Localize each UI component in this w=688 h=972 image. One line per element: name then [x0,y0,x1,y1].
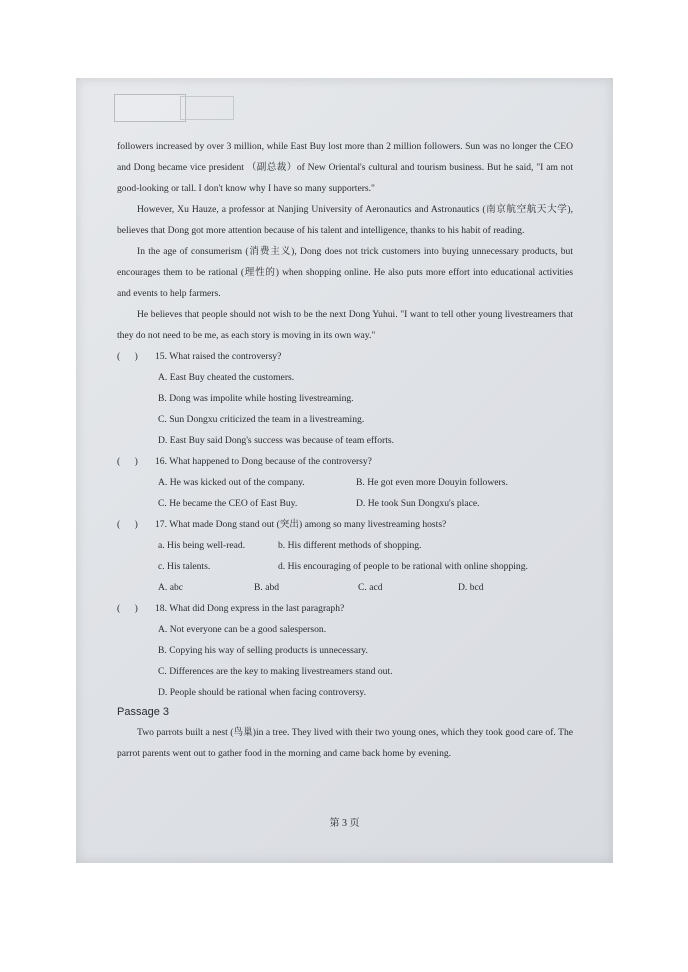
option-17-b: B. abd [254,582,280,593]
question-17-text: 17. What made Dong stand out (突出) among so many livestreaming hosts? [155,519,447,530]
page-number: 第 3 页 [329,818,360,829]
answer-blank-15[interactable]: ( ) [117,351,138,362]
option-17-d: D. bcd [458,582,484,593]
statement-17-c: c. His talents. [158,561,211,572]
statement-17-a: a. His being well-read. [158,540,246,551]
question-17 [117,514,573,598]
option-18-a: A. Not everyone can be a good salesperson. [158,624,327,635]
question-15-text: 15. What raised the controversy? [155,351,282,362]
document-photo [76,78,613,863]
question-15 [117,346,573,451]
answer-blank-16[interactable]: ( ) [117,456,138,467]
option-18-c: C. Differences are the key to making livestreamers stand out. [158,666,393,677]
option-15-c: C. Sun Dongxu criticized the team in a livestreaming. [158,414,365,425]
question-16 [117,451,573,514]
statement-17-d: d. His encouraging of people to be rational with online shopping. [278,561,528,572]
option-15-d: D. East Buy said Dong's success was because of team efforts. [158,435,395,446]
option-17-a: A. abc [158,582,184,593]
option-18-d: D. People should be rational when facing controversy. [158,687,366,698]
option-16-a: A. He was kicked out of the company. [158,477,305,488]
option-15-a: A. East Buy cheated the customers. [158,372,295,383]
option-16-c: C. He became the CEO of East Buy. [158,498,298,509]
answer-blank-18[interactable]: ( ) [117,603,138,614]
paragraph-1: followers increased by over 3 million, while East Buy lost more than 2 million followers. Sun was no longer the CEO and Dong became vice president （副总裁）of New Oriental's cultural and tourism business. But he said, "I am not good-looking or tall. I don't know why I have so many supporters." [117,141,573,194]
passage-3-heading: Passage 3 [117,706,169,718]
paragraph-3: In the age of consumerism (消费主义), Dong does not trick customers into buying unnecessary products, but encourages them to be rational (理性的) when shopping online. He also puts more effort into educational activities and events to help farmers. [117,246,573,299]
option-17-c: C. acd [358,582,383,593]
question-18 [117,598,573,703]
document-body [117,136,573,764]
option-18-b: B. Copying his way of selling products is unnecessary. [158,645,368,656]
paragraph-4: He believes that people should not wish to be the next Dong Yuhui. "I want to tell other young livestreamers that they do not need to be me, as each story is moving in its own way." [117,309,573,341]
statement-17-b: b. His different methods of shopping. [278,540,422,551]
option-16-b: B. He got even more Douyin followers. [356,477,508,488]
paragraph-5: Two parrots built a nest (鸟巢)in a tree. They lived with their two young ones, which they took good care of. The parrot parents went out to gather food in the morning and came back home by evening. [117,727,573,759]
paragraph-2: However, Xu Hauze, a professor at Nanjing University of Aeronautics and Astronautics (南京航空航天大学), believes that Dong got more attention because of his talent and intelligence, thanks to his habit of reading. [117,204,573,236]
answer-blank-17[interactable]: ( ) [117,519,138,530]
option-15-b: B. Dong was impolite while hosting livestreaming. [158,393,354,404]
question-16-text: 16. What happened to Dong because of the controversy? [155,456,372,467]
option-16-d: D. He took Sun Dongxu's place. [356,498,480,509]
score-box [114,94,186,122]
question-18-text: 18. What did Dong express in the last paragraph? [155,603,345,614]
score-box-secondary [180,96,234,120]
